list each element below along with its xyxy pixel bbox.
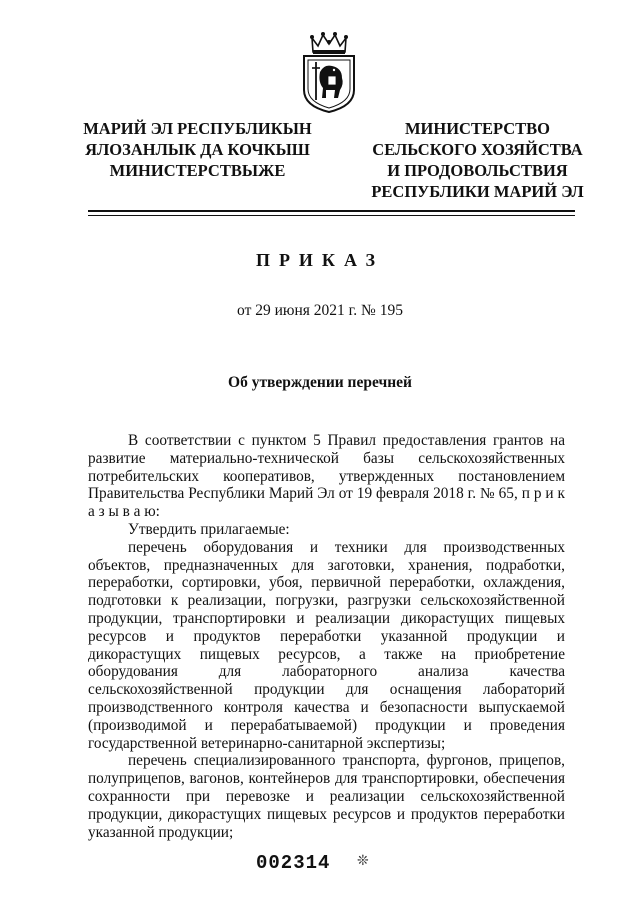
header-mari-ministry-name [60, 118, 335, 181]
paragraph-transport-list: перечень специализированного транспорта, фургонов, прицепов, полуприцепов, вагонов, контейнеров для транспортировки, обеспечения сохранности при перевозке и реализации сельскохозяйственной продукции, дикорастущих пищевых ресурсов и продуктов переработки указанной продукции; [88, 752, 565, 841]
header-right-line-3: И ПРОДОВОЛЬСТВИЯ [387, 161, 568, 180]
paragraph-preamble: В соответствии с пунктом 5 Правил предоставления грантов на развитие материально-технической базы сельскохозяйственных потребительских кооперативов, утвержденных постановлением Правительства Республики Марий Эл от 19 февраля 2018 г. № 65, п р и к а з ы в а ю: [88, 432, 565, 521]
header-russian-ministry-name [340, 118, 615, 202]
coat-of-arms-emblem [298, 32, 360, 114]
header-left-line-1: МАРИЙ ЭЛ РЕСПУБЛИКЫН [83, 119, 312, 138]
header-right-line-2: СЕЛЬСКОГО ХОЗЯЙСТВА [372, 140, 583, 159]
header-right-line-1: МИНИСТЕРСТВО [404, 119, 551, 138]
header-left-line-2: ЯЛОЗАНЛЫК ДА КОЧКЫШ [85, 140, 310, 159]
document-body [88, 432, 565, 841]
paragraph-equipment-list: перечень оборудования и техники для производственных объектов, предназначенных для заготовки, хранения, подработки, переработки, сортировки, убоя, первичной переработки, охлаждения, подготовки к реализации, погрузки, разгрузки сельскохозяйственной продукции, транспортировки и реализации дикорастущих пищевых ресурсов и продуктов переработки указанной продукции и дикорастущих пищевых ресурсов, а также на приобретение оборудования для лабораторного анализа качества сельскохозяйственной продукции для оснащения лабораторий производственного контроля качества и безопасности выпускаемой (производимой и перерабатываемой) продукции и проведения государственной ветеринарно-санитарной экспертизы; [88, 538, 565, 752]
document-serial-number: 002314 [256, 852, 331, 874]
paragraph-approve: Утвердить прилагаемые: [128, 520, 290, 538]
asterisk-mark-icon: ❊ [357, 853, 369, 869]
document-type: ПРИКАЗ [255, 250, 385, 270]
header-right-line-4: РЕСПУБЛИКИ МАРИЙ ЭЛ [371, 182, 584, 201]
document-title: Об утверждении перечней [228, 374, 412, 391]
header-divider-thin [88, 215, 575, 216]
header-left-line-3: МИНИСТЕРСТВЫЖЕ [109, 161, 286, 180]
document-date-number: от 29 июня 2021 г. № 195 [237, 302, 403, 319]
header-divider-thick [88, 210, 575, 212]
